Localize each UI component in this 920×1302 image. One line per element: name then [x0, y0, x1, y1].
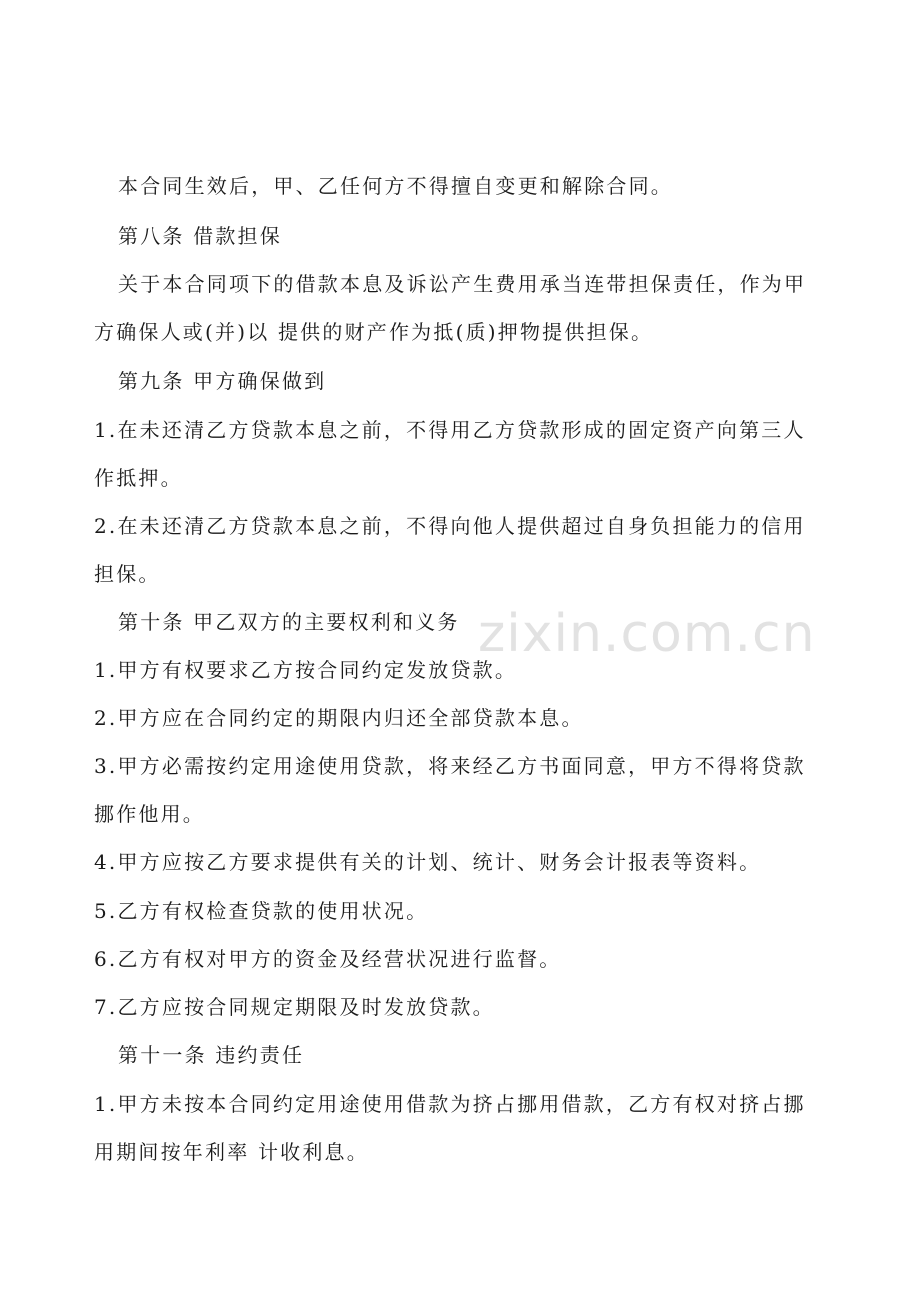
paragraph-line: 方确保人或(并)以 提供的财产作为抵(质)押物提供担保。: [94, 320, 654, 344]
list-item: 1.甲方未按本合同约定用途使用借款为挤占挪用借款，乙方有权对挤占挪: [94, 1092, 806, 1116]
article-heading: 第十条 甲乙双方的主要权利和义务: [118, 610, 460, 634]
article-heading: 第九条 甲方确保做到: [118, 369, 327, 393]
watermark-text: zixin.com.cn: [478, 604, 816, 664]
article-heading: 第十一条 违约责任: [118, 1043, 305, 1067]
paragraph-line: 担保。: [94, 562, 161, 586]
list-item: 1.甲方有权要求乙方按合同约定发放贷款。: [94, 658, 518, 682]
paragraph-line: 作抵押。: [94, 466, 183, 490]
paragraph-line: 挪作他用。: [94, 802, 205, 826]
list-item: 2.甲方应在合同约定的期限内归还全部贷款本息。: [94, 706, 584, 730]
list-item: 5.乙方有权检查贷款的使用状况。: [94, 899, 429, 923]
list-item: 3.甲方必需按约定用途使用贷款，将来经乙方书面同意，甲方不得将贷款: [94, 754, 806, 778]
list-item: 6.乙方有权对甲方的资金及经营状况进行监督。: [94, 947, 562, 971]
list-item: 1.在未还清乙方贷款本息之前，不得用乙方贷款形成的固定资产向第三人: [94, 418, 806, 442]
list-item: 7.乙方应按合同规定期限及时发放贷款。: [94, 995, 495, 1019]
list-item: 4.甲方应按乙方要求提供有关的计划、统计、财务会计报表等资料。: [94, 850, 762, 874]
paragraph-line: 用期间按年利率 计收利息。: [94, 1140, 369, 1164]
paragraph-line: 关于本合同项下的借款本息及诉讼产生费用承当连带担保责任，作为甲: [118, 272, 807, 296]
paragraph-line: 本合同生效后，甲、乙任何方不得擅自变更和解除合同。: [118, 174, 673, 198]
list-item: 2.在未还清乙方贷款本息之前，不得向他人提供超过自身负担能力的信用: [94, 514, 806, 538]
article-heading: 第八条 借款担保: [118, 224, 282, 248]
